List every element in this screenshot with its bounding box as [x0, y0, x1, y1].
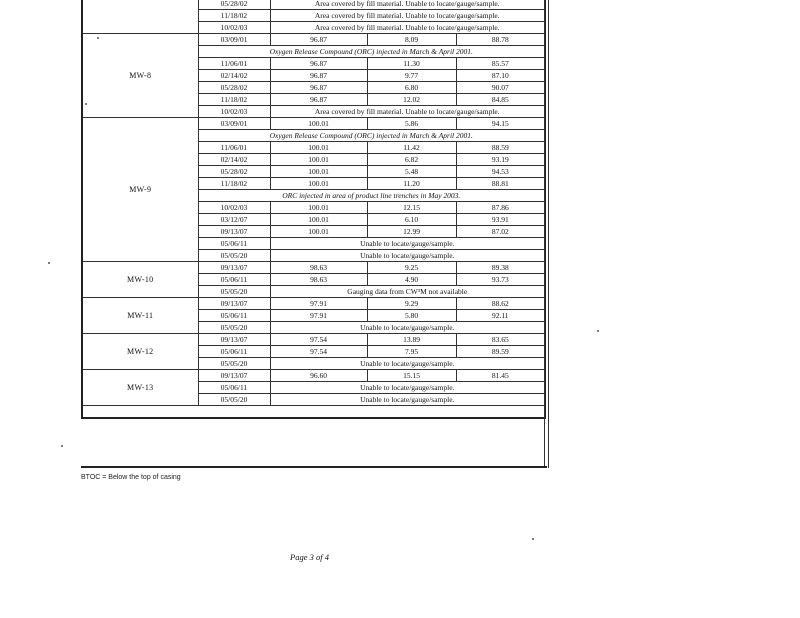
groundwater-elevation-cell: 88.78 [456, 34, 545, 46]
scan-speck [597, 330, 599, 332]
sample-date-cell: 03/09/01 [198, 118, 270, 130]
sample-date-cell: 05/06/11 [198, 274, 270, 286]
sample-date-cell: 11/18/02 [198, 94, 270, 106]
table-bottom-border [81, 466, 547, 468]
gauging-note-cell: Unable to locate/gauge/sample. [270, 382, 545, 394]
groundwater-elevation-cell: 87.02 [456, 226, 545, 238]
depth-to-water-cell: 6.80 [367, 82, 456, 94]
well-id-cell [82, 0, 198, 34]
sample-date-cell: 05/06/11 [198, 382, 270, 394]
table-row [82, 334, 545, 346]
toc-elevation-cell: 97.54 [270, 334, 367, 346]
toc-elevation-cell: 97.91 [270, 298, 367, 310]
sample-date-cell: 03/12/07 [198, 214, 270, 226]
toc-elevation-cell: 96.87 [270, 82, 367, 94]
sample-date-cell: 09/13/07 [198, 262, 270, 274]
table-row [82, 298, 545, 310]
groundwater-elevation-cell: 88.62 [456, 298, 545, 310]
sample-date-cell: 02/14/02 [198, 154, 270, 166]
table-row [82, 262, 545, 274]
groundwater-elevation-cell: 89.59 [456, 346, 545, 358]
table-row [82, 118, 545, 130]
gauging-note-cell: Gauging data from CW³M not available [270, 286, 545, 298]
toc-elevation-cell: 98.63 [270, 262, 367, 274]
page-number: Page 3 of 4 [290, 552, 329, 562]
sample-date-cell: 10/02/03 [198, 202, 270, 214]
groundwater-elevation-cell: 90.07 [456, 82, 545, 94]
scan-speck [48, 262, 50, 264]
toc-elevation-cell: 96.87 [270, 94, 367, 106]
groundwater-elevation-cell: 94.53 [456, 166, 545, 178]
toc-elevation-cell: 96.87 [270, 34, 367, 46]
groundwater-elevation-cell: 92.11 [456, 310, 545, 322]
table-row [82, 370, 545, 382]
gauging-note-cell: Area covered by fill material. Unable to locate/gauge/sample. [270, 0, 545, 10]
groundwater-elevation-cell: 88.59 [456, 142, 545, 154]
table-body [82, 0, 545, 418]
sample-date-cell: 05/05/20 [198, 394, 270, 406]
depth-to-water-cell: 11.30 [367, 58, 456, 70]
toc-elevation-cell: 100.01 [270, 202, 367, 214]
depth-to-water-cell: 6.10 [367, 214, 456, 226]
well-id-cell: MW-8 [82, 34, 198, 118]
depth-to-water-cell: 5.86 [367, 118, 456, 130]
sample-date-cell: 05/05/20 [198, 250, 270, 262]
sample-date-cell: 11/06/01 [198, 142, 270, 154]
sample-date-cell: 11/18/02 [198, 10, 270, 22]
gauging-note-cell: Unable to locate/gauge/sample. [270, 250, 545, 262]
groundwater-elevation-cell: 81.45 [456, 370, 545, 382]
table-row [82, 34, 545, 46]
toc-elevation-cell: 100.01 [270, 166, 367, 178]
gauging-note-cell: Unable to locate/gauge/sample. [270, 394, 545, 406]
sample-date-cell: 05/05/20 [198, 322, 270, 334]
well-id-cell: MW-13 [82, 370, 198, 406]
toc-elevation-cell: 100.01 [270, 118, 367, 130]
sample-date-cell: 05/06/11 [198, 238, 270, 250]
gauging-note-cell: Area covered by fill material. Unable to locate/gauge/sample. [270, 22, 545, 34]
groundwater-elevation-cell: 89.38 [456, 262, 545, 274]
table-right-border [544, 0, 549, 468]
sample-date-cell: 10/02/03 [198, 106, 270, 118]
scan-speck [97, 37, 99, 39]
sample-date-cell: 05/05/20 [198, 286, 270, 298]
sample-date-cell: 09/13/07 [198, 370, 270, 382]
depth-to-water-cell: 9.77 [367, 70, 456, 82]
toc-elevation-cell: 96.60 [270, 370, 367, 382]
gauging-note-cell: Unable to locate/gauge/sample. [270, 358, 545, 370]
sample-date-cell: 09/13/07 [198, 226, 270, 238]
sample-date-cell: 02/14/02 [198, 70, 270, 82]
depth-to-water-cell: 11.42 [367, 142, 456, 154]
toc-elevation-cell: 98.63 [270, 274, 367, 286]
depth-to-water-cell: 6.82 [367, 154, 456, 166]
toc-elevation-cell: 100.01 [270, 142, 367, 154]
toc-elevation-cell: 100.01 [270, 154, 367, 166]
sample-date-cell: 05/28/02 [198, 0, 270, 10]
toc-elevation-cell: 100.01 [270, 178, 367, 190]
scan-speck [532, 538, 534, 540]
injection-note: ORC injected in area of product line trenches in May 2003. [198, 190, 545, 202]
well-id-cell: MW-9 [82, 118, 198, 262]
groundwater-elevation-cell: 93.91 [456, 214, 545, 226]
groundwater-elevation-cell: 87.86 [456, 202, 545, 214]
depth-to-water-cell: 8.09 [367, 34, 456, 46]
groundwater-elevation-cell: 93.19 [456, 154, 545, 166]
sample-date-cell: 11/18/02 [198, 178, 270, 190]
sample-date-cell: 05/28/02 [198, 166, 270, 178]
depth-to-water-cell: 9.25 [367, 262, 456, 274]
depth-to-water-cell: 9.29 [367, 298, 456, 310]
depth-to-water-cell: 12.99 [367, 226, 456, 238]
depth-to-water-cell: 5.80 [367, 310, 456, 322]
footnote: BTOC = Below the top of casing [81, 474, 181, 481]
spacer-cell [82, 406, 545, 419]
sample-date-cell: 03/09/01 [198, 34, 270, 46]
groundwater-elevation-cell: 85.57 [456, 58, 545, 70]
depth-to-water-cell: 5.48 [367, 166, 456, 178]
toc-elevation-cell: 100.01 [270, 214, 367, 226]
groundwater-gauging-table [81, 0, 546, 419]
well-id-cell: MW-11 [82, 298, 198, 334]
gauging-note-cell: Unable to locate/gauge/sample. [270, 238, 545, 250]
depth-to-water-cell: 11.20 [367, 178, 456, 190]
injection-note: Oxygen Release Compound (ORC) injected in March & April 2001. [198, 130, 545, 142]
toc-elevation-cell: 97.91 [270, 310, 367, 322]
toc-elevation-cell: 96.87 [270, 58, 367, 70]
gauging-table-container [81, 0, 546, 419]
sample-date-cell: 05/05/20 [198, 358, 270, 370]
sample-date-cell: 11/06/01 [198, 58, 270, 70]
well-id-cell: MW-12 [82, 334, 198, 370]
sample-date-cell: 05/06/11 [198, 310, 270, 322]
toc-elevation-cell: 100.01 [270, 226, 367, 238]
depth-to-water-cell: 13.89 [367, 334, 456, 346]
sample-date-cell: 10/02/03 [198, 22, 270, 34]
depth-to-water-cell: 7.95 [367, 346, 456, 358]
groundwater-elevation-cell: 93.73 [456, 274, 545, 286]
depth-to-water-cell: 12.15 [367, 202, 456, 214]
well-id-cell: MW-10 [82, 262, 198, 298]
sample-date-cell: 09/13/07 [198, 334, 270, 346]
groundwater-elevation-cell: 87.10 [456, 70, 545, 82]
depth-to-water-cell: 4.90 [367, 274, 456, 286]
depth-to-water-cell: 15.15 [367, 370, 456, 382]
gauging-note-cell: Unable to locate/gauge/sample. [270, 322, 545, 334]
sample-date-cell: 05/06/11 [198, 346, 270, 358]
groundwater-elevation-cell: 94.15 [456, 118, 545, 130]
gauging-note-cell: Area covered by fill material. Unable to locate/gauge/sample. [270, 10, 545, 22]
groundwater-elevation-cell: 84.85 [456, 94, 545, 106]
sample-date-cell: 09/13/07 [198, 298, 270, 310]
groundwater-elevation-cell: 83.65 [456, 334, 545, 346]
sample-date-cell: 05/28/02 [198, 82, 270, 94]
injection-note: Oxygen Release Compound (ORC) injected in March & April 2001. [198, 46, 545, 58]
spacer-row [82, 406, 545, 419]
toc-elevation-cell: 97.54 [270, 346, 367, 358]
groundwater-elevation-cell: 88.81 [456, 178, 545, 190]
toc-elevation-cell: 96.87 [270, 70, 367, 82]
depth-to-water-cell: 12.02 [367, 94, 456, 106]
gauging-note-cell: Area covered by fill material. Unable to locate/gauge/sample. [270, 106, 545, 118]
scan-speck [61, 445, 63, 447]
scan-speck [85, 103, 87, 105]
table-row [82, 0, 545, 10]
